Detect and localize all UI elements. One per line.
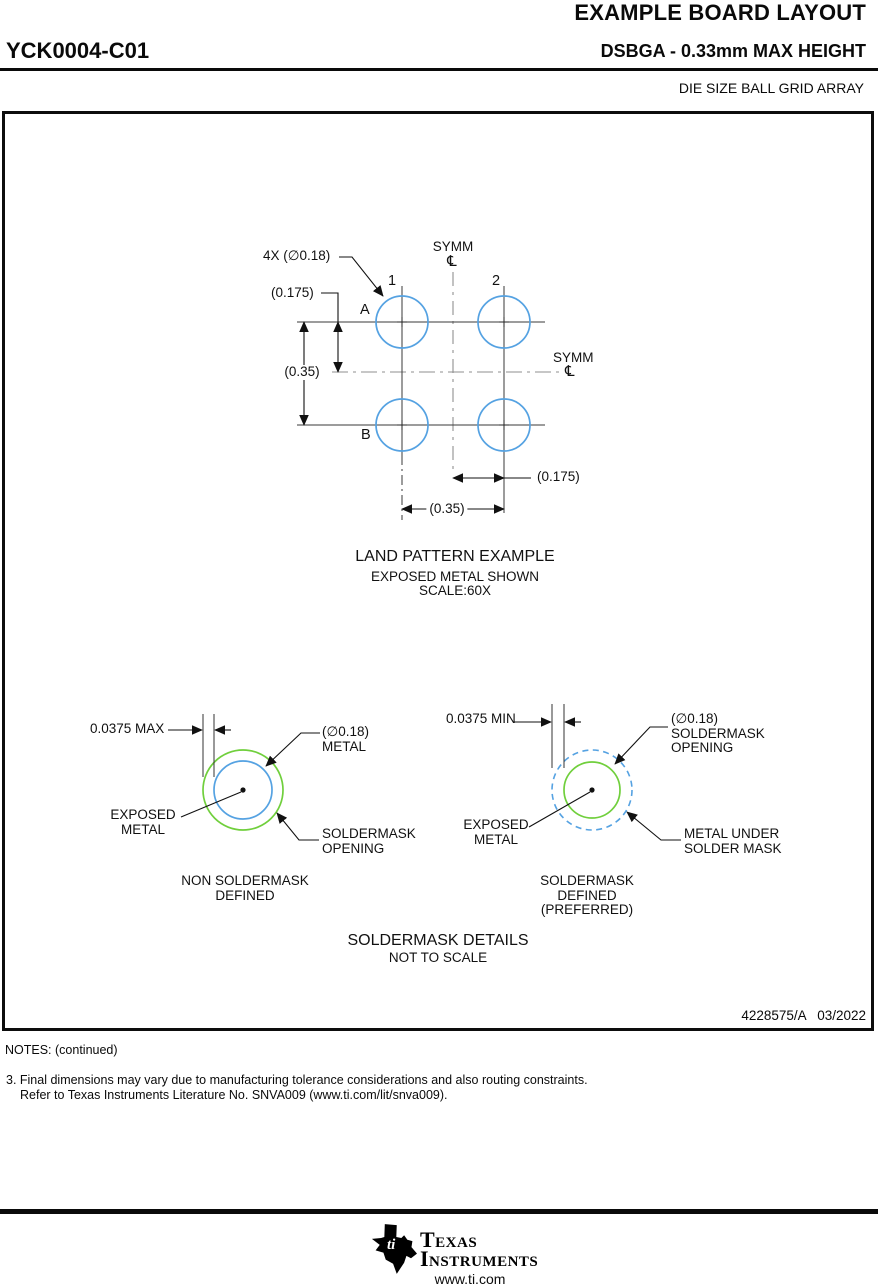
nsmd-opening-line1: SOLDERMASK [322,826,416,841]
symm-right-centerline-symbol: ℄ [565,362,575,380]
soldermask-details-subtitle: NOT TO SCALE [388,950,488,965]
package-family: DIE SIZE BALL GRID ARRAY [678,80,864,96]
nsmd-exposed-line1: EXPOSED [110,807,176,822]
row-col-centerlines [297,286,545,520]
smd-detail [514,704,681,840]
footer-url: www.ti.com [434,1271,506,1287]
nsmd-metal-line1: (∅0.18) [322,724,370,739]
land-pattern-caption-sub1: EXPOSED METAL SHOWN [370,569,540,584]
row-label-b: B [361,427,371,443]
nsmd-opening-label [322,827,416,856]
page-title: EXAMPLE BOARD LAYOUT [574,0,866,25]
soldermask-details-title: SOLDERMASK DETAILS [347,932,529,949]
smd-caption-line3: (PREFERRED) [540,902,634,917]
part-number: YCK0004-C01 [6,38,150,63]
smd-exposed-line2: METAL [473,831,518,847]
ti-logo-monogram: ti [387,1237,396,1253]
land-dimensions [304,257,531,509]
smd-metal-under-label [684,827,782,856]
nsmd-opening-line2: OPENING [322,840,385,856]
smd-caption-line2: DEFINED [557,887,617,903]
dim-left-half-pitch: (0.175) [271,285,314,300]
nsmd-caption-line1: NON SOLDERMASK [181,873,309,888]
notes-heading: NOTES: (continued) [5,1043,118,1057]
footer-rule [0,1209,878,1214]
smd-dim-label: 0.0375 MIN [446,711,516,726]
package-spec: DSBGA - 0.33mm MAX HEIGHT [600,41,866,61]
col-label-1: 1 [387,273,397,289]
symm-top-label: SYMM [432,239,474,254]
nsmd-metal-label [322,725,369,754]
smd-exposed-label [463,818,528,847]
land-pattern-caption-sub2: SCALE:60X [418,583,492,598]
drawing-number: 4228575/A 03/2022 [741,1008,866,1023]
dim-bottom-half-pitch: (0.175) [537,469,580,484]
land-pattern-caption-title: LAND PATTERN EXAMPLE [355,548,555,565]
note3-line1: 3. Final dimensions may vary due to manufacturing tolerance considerations and also routing constraints. [6,1073,588,1087]
nsmd-exposed-line2: METAL [120,821,165,837]
col-label-2: 2 [491,273,501,289]
brand-instruments: Instruments [420,1246,539,1271]
smd-exposed-line1: EXPOSED [463,817,529,832]
smd-caption-line1: SOLDERMASK [540,873,634,888]
nsmd-caption [181,874,309,903]
smd-opening-line1: (∅0.18) [671,711,719,726]
nsmd-dim-label: 0.0375 MAX [90,721,165,736]
smd-metal-under-line2: SOLDER MASK [684,840,782,856]
nsmd-detail [168,714,320,840]
note3-line2: Refer to Texas Instruments Literature No. SNVA009 (www.ti.com/lit/snva009). [20,1088,448,1102]
smd-center-dot [589,787,594,792]
nsmd-exposed-label [110,808,175,837]
dim-bottom-pitch: (0.35) [426,502,467,517]
smd-opening-label [671,712,765,756]
smd-metal-under-line1: METAL UNDER [684,826,780,841]
nsmd-center-dot [240,787,245,792]
symm-top-centerline-symbol: ℄ [447,252,457,270]
dim-left-pitch: (0.35) [281,365,322,380]
pad-callout-label: 4X (∅0.18) [263,248,331,263]
row-label-a: A [360,302,370,318]
symm-right-label: SYMM [553,350,594,365]
nsmd-metal-line2: METAL [322,738,367,754]
nsmd-caption-line2: DEFINED [215,887,275,903]
smd-opening-line2: SOLDERMASK [671,725,765,741]
smd-caption [540,874,634,918]
brand-texas: Texas [420,1227,478,1252]
smd-opening-line3: OPENING [671,740,734,755]
